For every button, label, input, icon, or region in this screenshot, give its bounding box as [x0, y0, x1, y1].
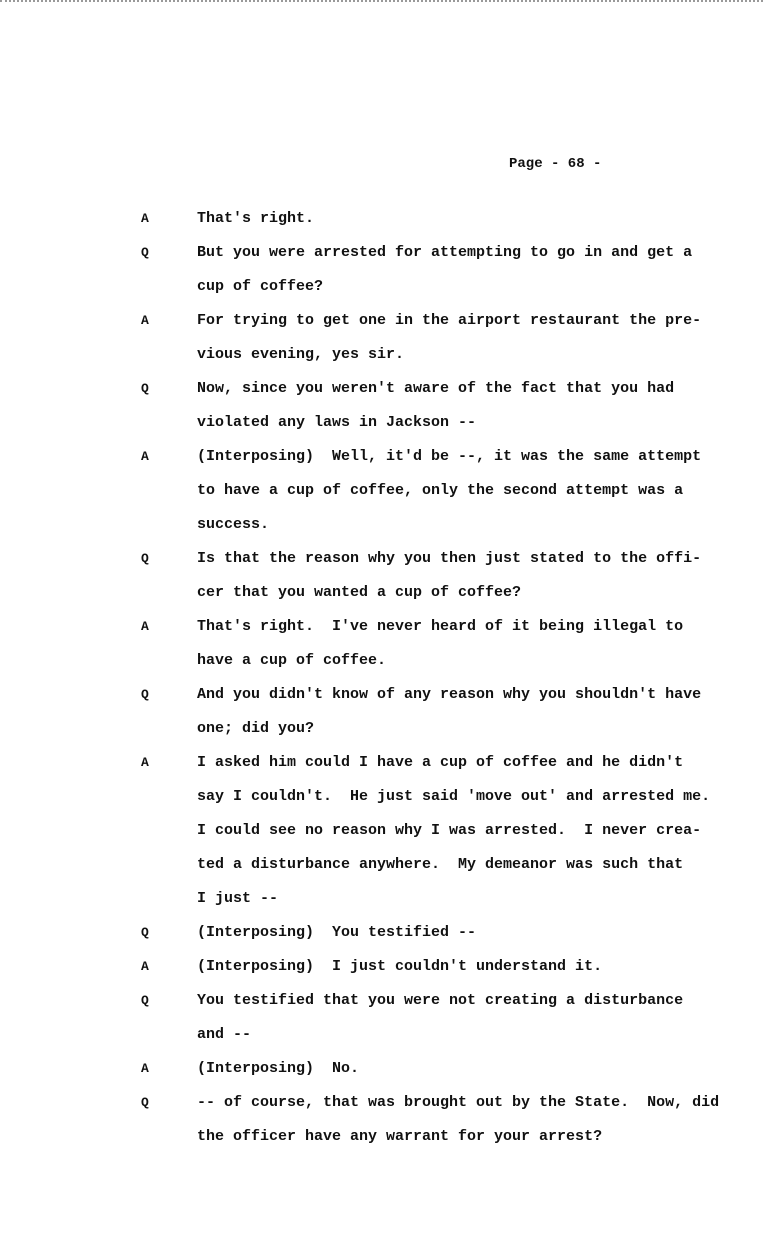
testimony-line: cup of coffee?: [197, 278, 324, 295]
testimony-line: (Interposing) You testified --: [197, 924, 477, 941]
speaker-label: A: [141, 959, 149, 974]
testimony-line: I just --: [197, 890, 279, 907]
speaker-label: Q: [141, 1095, 149, 1110]
speaker-label: Q: [141, 993, 149, 1008]
transcript-entry: [0, 236, 763, 304]
speaker-label: A: [141, 619, 149, 634]
speaker-label: Q: [141, 381, 149, 396]
testimony-line: For trying to get one in the airport restaurant the pre-: [197, 312, 702, 329]
transcript-entry: [0, 542, 763, 610]
transcript-entry: [0, 372, 763, 440]
testimony-line: I asked him could I have a cup of coffee and he didn't: [197, 754, 684, 771]
testimony-line: and --: [197, 1026, 252, 1043]
testimony-line: (Interposing) I just couldn't understand it.: [197, 958, 603, 975]
transcript-entry: [0, 304, 763, 372]
testimony-line: cer that you wanted a cup of coffee?: [197, 584, 522, 601]
testimony-line: And you didn't know of any reason why you shouldn't have: [197, 686, 702, 703]
testimony-line: Now, since you weren't aware of the fact that you had: [197, 380, 675, 397]
speaker-label: A: [141, 755, 149, 770]
speaker-label: Q: [141, 925, 149, 940]
speaker-label: Q: [141, 245, 149, 260]
speaker-label: Q: [141, 551, 149, 566]
testimony-line: to have a cup of coffee, only the second attempt was a: [197, 482, 684, 499]
transcript-entry: [0, 1052, 763, 1086]
testimony-line: That's right. I've never heard of it being illegal to: [197, 618, 684, 635]
transcript-entry: [0, 746, 763, 916]
transcript-entry: [0, 678, 763, 746]
testimony-line: one; did you?: [197, 720, 315, 737]
testimony-line: the officer have any warrant for your arrest?: [197, 1128, 603, 1145]
transcript-entry: [0, 440, 763, 542]
testimony-line: ted a disturbance anywhere. My demeanor was such that: [197, 856, 684, 873]
testimony-line: But you were arrested for attempting to go in and get a: [197, 244, 693, 261]
testimony-line: That's right.: [197, 210, 315, 227]
testimony-line: (Interposing) No.: [197, 1060, 360, 1077]
transcript-entry: [0, 610, 763, 678]
transcript-entry: [0, 1086, 763, 1154]
transcript-entry: [0, 950, 763, 984]
transcript-entry: [0, 202, 763, 236]
speaker-label: Q: [141, 687, 149, 702]
testimony-line: violated any laws in Jackson --: [197, 414, 477, 431]
transcript-entry: [0, 916, 763, 950]
testimony-line: success.: [197, 516, 270, 533]
speaker-label: A: [141, 1061, 149, 1076]
speaker-label: A: [141, 211, 149, 226]
testimony-line: vious evening, yes sir.: [197, 346, 405, 363]
speaker-label: A: [141, 449, 149, 464]
transcript-entry: [0, 984, 763, 1052]
page-number: Page - 68 -: [509, 156, 602, 172]
testimony-line: You testified that you were not creating a disturbance: [197, 992, 684, 1009]
scan-top-edge: [0, 0, 763, 8]
speaker-label: A: [141, 313, 149, 328]
testimony-line: have a cup of coffee.: [197, 652, 387, 669]
testimony-line: I could see no reason why I was arrested. I never crea-: [197, 822, 702, 839]
transcript: [0, 202, 763, 1154]
testimony-line: -- of course, that was brought out by the State. Now, did: [197, 1094, 720, 1111]
testimony-line: (Interposing) Well, it'd be --, it was the same attempt: [197, 448, 702, 465]
testimony-line: Is that the reason why you then just stated to the offi-: [197, 550, 702, 567]
testimony-line: say I couldn't. He just said 'move out' and arrested me.: [197, 788, 711, 805]
